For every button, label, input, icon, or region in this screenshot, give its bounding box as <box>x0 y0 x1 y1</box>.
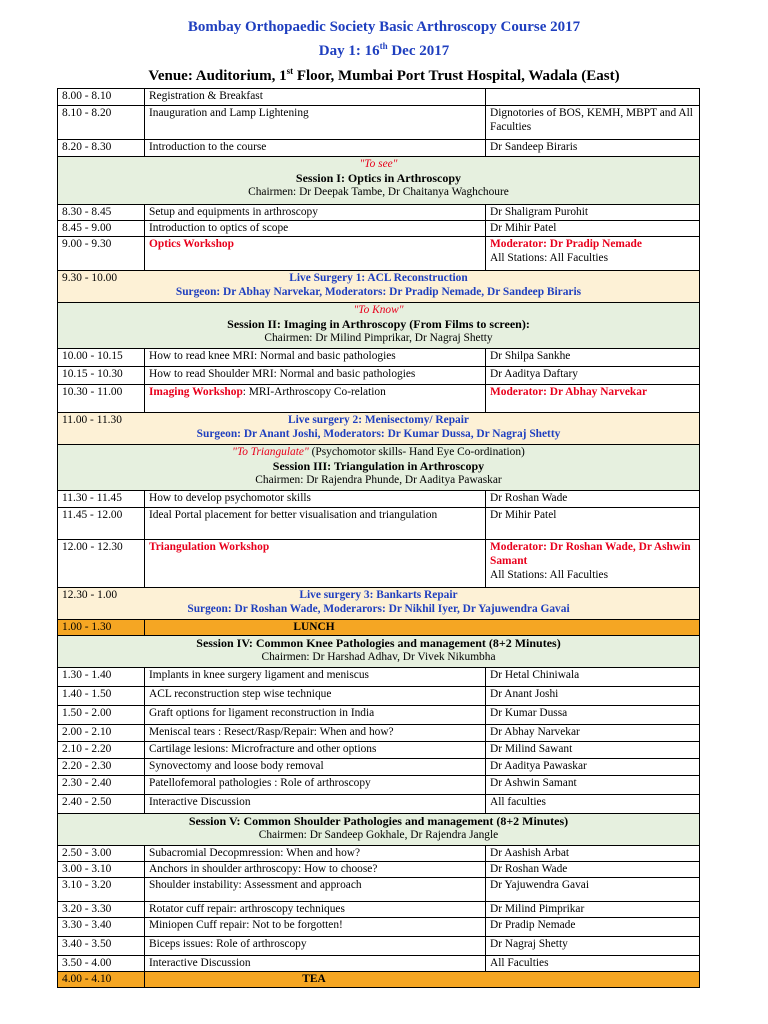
live-title: Live Surgery 1: ACL Reconstruction <box>289 272 468 284</box>
speaker-cell: All faculties <box>486 795 700 814</box>
time-cell: 11.30 - 11.45 <box>58 491 145 508</box>
speaker-cell: Dr Sandeep Biraris <box>486 140 700 157</box>
session-header <box>58 303 700 349</box>
time-cell: 3.30 - 3.40 <box>58 918 145 937</box>
live-surgery-cell <box>58 271 700 303</box>
time-cell: 8.00 - 8.10 <box>58 89 145 106</box>
speaker-cell: Dr Roshan Wade <box>486 862 700 878</box>
stations: All Stations: All Faculties <box>490 252 609 264</box>
live-surgery-cell <box>58 588 700 620</box>
course-title: Bombay Orthopaedic Society Basic Arthroscopy Course 2017 <box>187 19 581 35</box>
speaker-cell: Dr Shaligram Purohit <box>486 205 700 221</box>
day-line <box>0 37 768 60</box>
time-cell: 2.20 - 2.30 <box>58 759 145 776</box>
time-cell: 12.00 - 12.30 <box>58 540 145 588</box>
speaker-cell: Dr Ashwin Samant <box>486 776 700 795</box>
time-cell: 3.10 - 3.20 <box>58 878 145 902</box>
time-cell: 2.10 - 2.20 <box>58 742 145 759</box>
workshop-row <box>58 237 700 271</box>
live-surgeon: Surgeon: Dr Abhay Narvekar, Moderators: Dr Pradip Nemade, Dr Sandeep Biraris <box>175 286 582 298</box>
live-title: Live surgery 2: Menisectomy/ Repair <box>288 414 469 426</box>
session-chairmen: Chairmen: Dr Rajendra Phunde, Dr Aaditya Pawaskar <box>255 474 502 486</box>
workshop-topic: Triangulation Workshop <box>145 540 486 588</box>
time-cell: 2.00 - 2.10 <box>58 725 145 742</box>
moderator: Moderator: Dr Roshan Wade, Dr Ashwin Samant <box>490 541 691 567</box>
venue-prefix: Venue: Auditorium, 1 <box>148 68 287 84</box>
speaker-cell: Dr Nagraj Shetty <box>486 937 700 956</box>
session-header-cell <box>58 814 700 846</box>
moderator: Moderator: Dr Pradip Nemade <box>490 238 642 250</box>
lunch-row <box>58 620 700 636</box>
speaker-cell: Dr Aaditya Daftary <box>486 367 700 385</box>
topic-cell: Introduction to the course <box>145 140 486 157</box>
schedule-table <box>57 88 700 988</box>
speaker-cell: Dr Aaditya Pawaskar <box>486 759 700 776</box>
session-title: Session II: Imaging in Arthroscopy (From Films to screen): <box>227 317 530 331</box>
workshop-row <box>58 540 700 588</box>
speaker-cell <box>486 89 700 106</box>
speaker-cell: Dr Roshan Wade <box>486 491 700 508</box>
time-cell: 8.30 - 8.45 <box>58 205 145 221</box>
workshop-moderator-cell <box>486 540 700 588</box>
topic-cell: Registration & Breakfast <box>145 89 486 106</box>
session-header <box>58 636 700 668</box>
time-cell: 10.00 - 10.15 <box>58 349 145 367</box>
time-cell: 1.30 - 1.40 <box>58 668 145 687</box>
session-chairmen: Chairmen: Dr Deepak Tambe, Dr Chaitanya Waghchoure <box>248 186 509 198</box>
time-cell: 11.45 - 12.00 <box>58 508 145 540</box>
topic-cell: How to read knee MRI: Normal and basic pathologies <box>145 349 486 367</box>
time-cell: 1.50 - 2.00 <box>58 706 145 725</box>
table-row <box>58 491 700 508</box>
table-row <box>58 846 700 862</box>
topic-cell: How to read Shoulder MRI: Normal and basic pathologies <box>145 367 486 385</box>
session-header <box>58 445 700 491</box>
topic-cell: How to develop psychomotor skills <box>145 491 486 508</box>
live-surgeon: Surgeon: Dr Roshan Wade, Moderarors: Dr Nikhil Iyer, Dr Yajuwendra Gavai <box>187 603 570 615</box>
live-surgeon: Surgeon: Dr Anant Joshi, Moderators: Dr Kumar Dussa, Dr Nagraj Shetty <box>196 428 561 440</box>
table-row <box>58 862 700 878</box>
session-tag: "To see" <box>359 158 398 170</box>
speaker-cell: Dr Milind Sawant <box>486 742 700 759</box>
table-row <box>58 918 700 937</box>
speaker-cell: Dr Yajuwendra Gavai <box>486 878 700 902</box>
session-title: Session III: Triangulation in Arthroscopy <box>272 459 485 473</box>
speaker-cell: Dignotories of BOS, KEMH, MBPT and All Faculties <box>486 106 700 140</box>
time-cell: 10.15 - 10.30 <box>58 367 145 385</box>
lunch-label: LUNCH <box>145 620 700 636</box>
table-row <box>58 367 700 385</box>
session-header <box>58 157 700 205</box>
session-header-cell <box>58 157 700 205</box>
tea-label: TEA <box>145 972 700 988</box>
workshop-topic: Imaging Workshop <box>149 386 243 398</box>
workshop-topic-rest: : MRI-Arthroscopy Co-relation <box>242 386 386 398</box>
speaker-cell: Dr Aashish Arbat <box>486 846 700 862</box>
table-row <box>58 878 700 902</box>
topic-cell: Graft options for ligament reconstruction in India <box>145 706 486 725</box>
workshop-moderator-cell <box>486 237 700 271</box>
session-chairmen: Chairmen: Dr Sandeep Gokhale, Dr Rajendra Jangle <box>258 829 499 841</box>
session-header-cell <box>58 445 700 491</box>
topic-cell: Anchors in shoulder arthroscopy: How to choose? <box>145 862 486 878</box>
table-row <box>58 902 700 918</box>
speaker-cell: Dr Mihir Patel <box>486 221 700 237</box>
topic-cell: Subacromial Decopmression: When and how? <box>145 846 486 862</box>
time-cell: 8.10 - 8.20 <box>58 106 145 140</box>
session-tag: "To Know" <box>353 304 404 316</box>
table-row <box>58 687 700 706</box>
table-row <box>58 725 700 742</box>
workshop-row <box>58 385 700 413</box>
table-row <box>58 776 700 795</box>
session-tag-rest: (Psychomotor skills- Hand Eye Co-ordination) <box>308 446 525 458</box>
session-header-cell <box>58 636 700 668</box>
time-cell: 2.50 - 3.00 <box>58 846 145 862</box>
venue-suffix: Floor, Mumbai Port Trust Hospital, Wadala (East) <box>293 68 620 84</box>
day-sup: th <box>379 41 388 51</box>
topic-cell: Interactive Discussion <box>145 956 486 972</box>
speaker-cell: All Faculties <box>486 956 700 972</box>
session-title: Session V: Common Shoulder Pathologies and management (8+2 Minutes) <box>188 814 569 828</box>
moderator: Moderator: Dr Abhay Narvekar <box>486 385 700 413</box>
speaker-cell: Dr Kumar Dussa <box>486 706 700 725</box>
topic-cell: Setup and equipments in arthroscopy <box>145 205 486 221</box>
topic-cell: Synovectomy and loose body removal <box>145 759 486 776</box>
workshop-topic: Optics Workshop <box>145 237 486 271</box>
time-cell: 3.20 - 3.30 <box>58 902 145 918</box>
topic-cell: Miniopen Cuff repair: Not to be forgotten! <box>145 918 486 937</box>
topic-cell: Cartilage lesions: Microfracture and other options <box>145 742 486 759</box>
time-cell: 3.40 - 3.50 <box>58 937 145 956</box>
live-surgery-cell <box>58 413 700 445</box>
tea-row <box>58 972 700 988</box>
speaker-cell: Dr Hetal Chiniwala <box>486 668 700 687</box>
time-cell: 2.30 - 2.40 <box>58 776 145 795</box>
table-row <box>58 795 700 814</box>
table-row <box>58 89 700 106</box>
time-label: 11.00 - 11.30 <box>62 414 122 426</box>
topic-cell: Implants in knee surgery ligament and meniscus <box>145 668 486 687</box>
time-cell: 2.40 - 2.50 <box>58 795 145 814</box>
topic-cell: Meniscal tears : Resect/Rasp/Repair: When and how? <box>145 725 486 742</box>
live-surgery-row <box>58 588 700 620</box>
topic-cell: Introduction to optics of scope <box>145 221 486 237</box>
speaker-cell: Dr Abhay Narvekar <box>486 725 700 742</box>
venue-sup: st <box>286 66 294 76</box>
live-title: Live surgery 3: Bankarts Repair <box>299 589 458 601</box>
topic-cell: Interactive Discussion <box>145 795 486 814</box>
table-row <box>58 937 700 956</box>
day-prefix: Day 1: 16 <box>318 43 380 59</box>
session-chairmen: Chairmen: Dr Milind Pimprikar, Dr Nagraj Shetty <box>264 332 493 344</box>
live-surgery-row <box>58 413 700 445</box>
time-cell: 8.45 - 9.00 <box>58 221 145 237</box>
venue-line <box>0 60 768 87</box>
table-row <box>58 205 700 221</box>
time-label: 12.30 - 1.00 <box>62 589 118 601</box>
session-tag: "To Triangulate" <box>232 446 309 458</box>
session-tag-line <box>62 445 695 459</box>
table-row <box>58 140 700 157</box>
speaker-cell: Dr Anant Joshi <box>486 687 700 706</box>
time-cell: 10.30 - 11.00 <box>58 385 145 413</box>
stations: All Stations: All Faculties <box>490 569 609 581</box>
session-title: Session I: Optics in Arthroscopy <box>295 171 462 185</box>
speaker-cell: Dr Pradip Nemade <box>486 918 700 937</box>
table-row <box>58 221 700 237</box>
time-cell: 3.50 - 4.00 <box>58 956 145 972</box>
session-header-cell <box>58 303 700 349</box>
time-label: 9.30 - 10.00 <box>62 272 118 284</box>
time-cell: 4.00 - 4.10 <box>58 972 145 988</box>
table-row <box>58 349 700 367</box>
topic-cell: Patellofemoral pathologies : Role of arthroscopy <box>145 776 486 795</box>
speaker-cell: Dr Mihir Patel <box>486 508 700 540</box>
topic-cell: Shoulder instability: Assessment and approach <box>145 878 486 902</box>
day-suffix: Dec 2017 <box>387 43 450 59</box>
topic-cell: Inauguration and Lamp Lightening <box>145 106 486 140</box>
topic-cell: Biceps issues: Role of arthroscopy <box>145 937 486 956</box>
session-chairmen: Chairmen: Dr Harshad Adhav, Dr Vivek Nikumbha <box>261 651 496 663</box>
table-row <box>58 706 700 725</box>
session-header <box>58 814 700 846</box>
table-row <box>58 956 700 972</box>
table-row <box>58 759 700 776</box>
topic-cell: Rotator cuff repair: arthroscopy techniques <box>145 902 486 918</box>
time-cell: 1.00 - 1.30 <box>58 620 145 636</box>
speaker-cell: Dr Milind Pimprikar <box>486 902 700 918</box>
topic-cell: Ideal Portal placement for better visualisation and triangulation <box>145 508 486 540</box>
table-row <box>58 508 700 540</box>
time-cell: 8.20 - 8.30 <box>58 140 145 157</box>
table-row <box>58 742 700 759</box>
time-cell: 3.00 - 3.10 <box>58 862 145 878</box>
session-title: Session IV: Common Knee Pathologies and management (8+2 Minutes) <box>196 636 561 650</box>
table-row <box>58 668 700 687</box>
speaker-cell: Dr Shilpa Sankhe <box>486 349 700 367</box>
document-header <box>0 0 768 87</box>
workshop-topic-cell <box>145 385 486 413</box>
live-surgery-row <box>58 271 700 303</box>
time-cell: 9.00 - 9.30 <box>58 237 145 271</box>
time-cell: 1.40 - 1.50 <box>58 687 145 706</box>
table-row <box>58 106 700 140</box>
topic-cell: ACL reconstruction step wise technique <box>145 687 486 706</box>
